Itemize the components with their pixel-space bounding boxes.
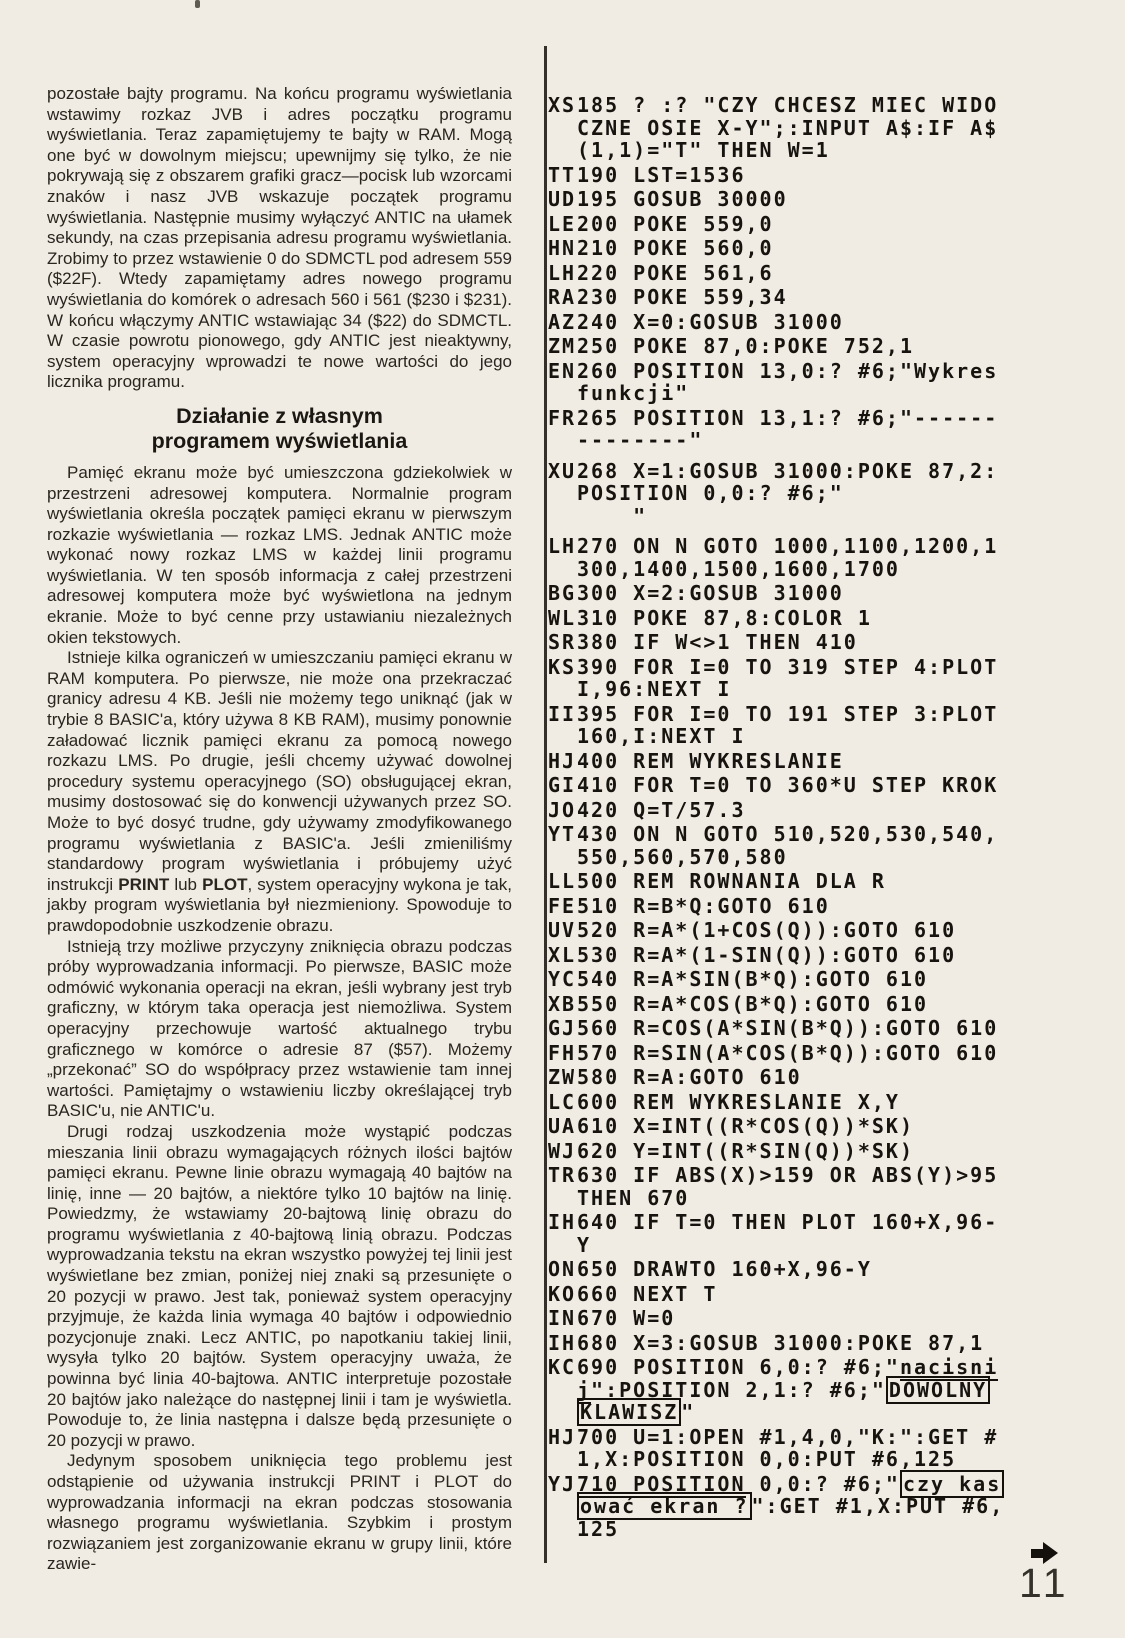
code-line: [577, 335, 1028, 358]
code-statement: [548, 993, 1028, 1016]
code-text: 395 FOR I=0 TO 191 STEP 3:PLOT: [577, 701, 999, 726]
checksum: YC: [548, 967, 577, 991]
code-statement: [548, 750, 1028, 773]
code-line: [577, 1017, 1028, 1040]
code-line: [577, 262, 1028, 285]
inverse-video-text: czy kas: [900, 1470, 1004, 1498]
checksum: ON: [548, 1257, 577, 1281]
code-line: [577, 607, 1028, 630]
code-line: [577, 846, 1028, 869]
code-statement: [548, 1091, 1028, 1114]
code-statement: [548, 94, 1028, 162]
paragraph: [47, 1122, 512, 1452]
code-statement: [548, 919, 1028, 942]
code-statement-body: [577, 656, 1028, 701]
code-statement: [548, 1017, 1028, 1040]
paragraph: [47, 937, 512, 1122]
code-text: ": [577, 503, 648, 528]
code-line: [577, 1332, 1028, 1355]
code-line: [577, 460, 1028, 483]
code-line: [577, 139, 1028, 162]
checksum: IN: [548, 1306, 577, 1330]
code-listing: [548, 92, 1028, 1540]
code-line: [577, 631, 1028, 654]
checksum: KO: [548, 1281, 577, 1306]
code-statement: [548, 1283, 1028, 1306]
checksum: XB: [548, 991, 577, 1016]
code-statement-body: [577, 1066, 1028, 1089]
checksum: FE: [548, 893, 577, 918]
code-statement-body: [577, 582, 1028, 605]
code-statement-body: [577, 631, 1028, 654]
code-statement-body: [577, 262, 1028, 285]
code-statement: [548, 968, 1028, 991]
code-statement-body: [577, 750, 1028, 773]
paragraph-text: Istnieją trzy możliwe przyczyny zniknięcia obrazu podczas próby wyprowadzania informacji. Po pierwsze, BASIC może odmówić wykonania operacji na ekran, jeśli wybrany jest tryb graficzny, w którym taka operacja jest niemożliwa. System operacyjny przechowuje wartość aktualnego trybu graficznego w komórce o adresie 87 ($57). Możemy „przekonać” SO do współpracy przez wstawienie tam innej wartości. Pamiętajmy o wstawieniu liczby określającej tryb BASIC'u, nie ANTIC'u.: [47, 936, 512, 1121]
code-statement: [548, 1356, 1028, 1424]
code-text: 500 REM ROWNANIA DLA R: [577, 869, 886, 893]
code-line: [577, 1258, 1028, 1281]
code-text: 550,560,570,580: [577, 844, 788, 869]
code-statement-body: [577, 1164, 1028, 1209]
paragraph-text: Jedynym sposobem uniknięcia tego problemu jest odstąpienie od używania instrukcji PRINT i PLOT do wyprowadzania informacji na ekran podczas stosowania własnego programu wyświetlania. Szybkim i prostym rozwiązaniem jest zorganizowanie ekranu w grupy linii, które zawie-: [47, 1451, 512, 1574]
code-line: [577, 1042, 1028, 1065]
code-text: ":POSITION 2,1:? #6;": [591, 1377, 886, 1402]
checksum: UD: [548, 187, 577, 211]
paragraph: [47, 84, 512, 393]
code-line: [577, 237, 1028, 260]
code-line: [577, 870, 1028, 893]
code-line: [577, 1518, 1028, 1541]
code-text: POSITION 0,0:? #6;": [577, 481, 844, 505]
code-line: [577, 895, 1028, 918]
checksum: HN: [548, 236, 577, 260]
code-statement: [548, 535, 1028, 580]
code-statement: [548, 1473, 1028, 1541]
code-text: 700 U=1:OPEN #1,4,0,"K:":GET #: [577, 1424, 999, 1449]
code-line: [577, 311, 1028, 334]
code-statement-body: [577, 1332, 1028, 1355]
checksum: BG: [548, 581, 577, 605]
code-statement-body: [577, 407, 1028, 452]
code-statement-body: [577, 535, 1028, 580]
code-text: 540 R=A*SIN(B*Q):GOTO 610: [577, 967, 929, 991]
article-column: [47, 84, 512, 1575]
code-statement: [548, 286, 1028, 309]
code-text: 268 X=1:GOSUB 31000:POKE 87,2:: [577, 458, 999, 483]
code-statement: [548, 1042, 1028, 1065]
code-text: 600 REM WYKRESLANIE X,Y: [577, 1089, 900, 1114]
checksum: LH: [548, 534, 577, 558]
code-statement: [548, 631, 1028, 654]
checksum: UV: [548, 918, 577, 942]
code-text: 510 R=B*Q:GOTO 610: [577, 893, 830, 918]
code-statement: [548, 607, 1028, 630]
code-statement: [548, 870, 1028, 893]
code-text: 620 Y=INT((R*SIN(Q))*SK): [577, 1138, 914, 1163]
code-statement-body: [577, 164, 1028, 187]
code-text: 400 REM WYKRESLANIE: [577, 748, 844, 773]
code-statement-body: [577, 1115, 1028, 1138]
code-line: [577, 382, 1028, 405]
checksum: II: [548, 701, 577, 726]
code-text: 420 Q=T/57.3: [577, 797, 746, 822]
code-text: 640 IF T=0 THEN PLOT 160+X,96-: [577, 1210, 999, 1234]
code-text: ":GET #1,X:PUT #6,: [751, 1494, 1005, 1518]
code-line: [577, 286, 1028, 309]
code-line: [577, 1234, 1028, 1257]
code-text: 300,1400,1500,1600,1700: [577, 556, 900, 581]
checksum: LH: [548, 260, 577, 285]
code-text: I,96:NEXT I: [577, 677, 732, 701]
inverse-video-text: KLAWISZ: [577, 1398, 681, 1426]
code-text: 580 R=A:GOTO 610: [577, 1065, 802, 1089]
code-statement: [548, 311, 1028, 334]
code-statement: [548, 703, 1028, 748]
code-statement-body: [577, 799, 1028, 822]
inverse-video-text: DOWOLNY: [886, 1376, 990, 1404]
code-statement-body: [577, 774, 1028, 797]
section-heading-line: programem wyświetlania: [151, 429, 408, 454]
code-statement-body: [577, 1091, 1028, 1114]
checksum: FR: [548, 405, 577, 430]
code-line: [577, 1426, 1028, 1449]
code-statement-body: [577, 895, 1028, 918]
checksum: RA: [548, 285, 577, 309]
checksum: SR: [548, 630, 577, 654]
code-line: [577, 1115, 1028, 1138]
checksum: YT: [548, 822, 577, 846]
code-statement-body: [577, 188, 1028, 211]
code-statement: [548, 1426, 1028, 1471]
code-line: [577, 360, 1028, 383]
code-text: 690 POSITION 6,0:? #6;": [577, 1355, 900, 1379]
code-line: [577, 582, 1028, 605]
code-text: 660 NEXT T: [577, 1281, 718, 1306]
code-line: [577, 213, 1028, 236]
code-statement: [548, 799, 1028, 822]
code-statement: [548, 407, 1028, 452]
code-line: [577, 750, 1028, 773]
checksum: UA: [548, 1114, 577, 1138]
code-statement-body: [577, 919, 1028, 942]
code-line: [577, 823, 1028, 846]
code-line: [577, 656, 1028, 679]
section-heading-line: Działanie z własnym: [176, 403, 383, 428]
code-text: (1,1)="T" THEN W=1: [577, 138, 830, 162]
checksum: XL: [548, 942, 577, 967]
code-text: THEN 670: [577, 1185, 690, 1210]
code-text: Y: [577, 1232, 592, 1257]
code-line: [577, 799, 1028, 822]
code-statement: [548, 360, 1028, 405]
code-line: [577, 944, 1028, 967]
checksum: KS: [548, 654, 577, 679]
paragraph-text: Pamięć ekranu może być umieszczona gdziekolwiek w przestrzeni adresowej komputera. Normalnie program wyświetlania określa początek pamięci ekranu w pierwszym rozkazie wyświetlania — rozkaz LMS. Jednak ANTIC może wykonać nowy rozkaz LMS w każdej linii programu wyświetlania. W ten sposób informacja z całej przestrzeni adresowej komputera może być wyświetlona na jednym ekranie. Może to być cenne przy ustawianiu niezależnych okien tekstowych.: [47, 462, 512, 647]
code-text: funkcji": [577, 381, 690, 405]
code-statement-body: [577, 1211, 1028, 1256]
underlined-text: j: [577, 1377, 592, 1402]
code-statement-body: [577, 1017, 1028, 1040]
code-text: 190 LST=1536: [577, 162, 746, 187]
code-statement-body: [577, 311, 1028, 334]
code-line: [577, 1187, 1028, 1210]
code-statement-body: [577, 944, 1028, 967]
checksum: KC: [548, 1355, 577, 1379]
code-statement-body: [577, 993, 1028, 1016]
checksum: XS: [548, 93, 577, 117]
code-line: [577, 164, 1028, 187]
code-text: 630 IF ABS(X)>159 OR ABS(Y)>95: [577, 1163, 999, 1187]
code-statement: [548, 335, 1028, 358]
code-statement: [548, 1164, 1028, 1209]
code-line: [577, 1211, 1028, 1234]
code-statement-body: [577, 1426, 1028, 1471]
code-statement-body: [577, 1307, 1028, 1330]
checksum: TR: [548, 1163, 577, 1187]
code-text: 560 R=COS(A*SIN(B*Q)):GOTO 610: [577, 1016, 999, 1040]
checksum: XU: [548, 458, 577, 483]
code-text: 300 X=2:GOSUB 31000: [577, 581, 844, 605]
code-line: [577, 1401, 1028, 1424]
page-number: 11: [1019, 1560, 1070, 1606]
code-statement-body: [577, 870, 1028, 893]
code-text: 220 POKE 561,6: [577, 260, 774, 285]
code-text: 390 FOR I=0 TO 319 STEP 4:PLOT: [577, 654, 999, 679]
underlined-text: nacisni: [899, 1355, 999, 1379]
paragraph-text: , system operacyjny wykona je tak, jakby program wyświetlania był niezmieniony. Spowoduje to prawdopodobnie uszkodzenie obrazu.: [47, 874, 512, 935]
code-text: 270 ON N GOTO 1000,1100,1200,1: [577, 534, 999, 558]
checksum: GI: [548, 773, 577, 797]
code-line: [577, 407, 1028, 430]
code-statement-body: [577, 1258, 1028, 1281]
code-statement: [548, 823, 1028, 868]
code-statement-body: [577, 607, 1028, 630]
code-text: 240 X=0:GOSUB 31000: [577, 309, 844, 334]
code-text: 1,X:POSITION 0,0:PUT #6,125: [577, 1447, 957, 1471]
code-statement-body: [577, 1356, 1028, 1424]
code-statement: [548, 895, 1028, 918]
checksum: GJ: [548, 1016, 577, 1040]
code-text: --------": [577, 428, 704, 452]
checksum: LL: [548, 869, 577, 893]
code-text: ": [681, 1400, 696, 1424]
code-statement: [548, 262, 1028, 285]
checksum: TT: [548, 162, 577, 187]
scan-speck: [195, 0, 200, 8]
checksum: EN: [548, 358, 577, 383]
code-line: [577, 1140, 1028, 1163]
code-line: [577, 1066, 1028, 1089]
code-text: 410 FOR T=0 TO 360*U STEP KROK: [577, 773, 999, 797]
code-statement: [548, 213, 1028, 236]
column-divider: [544, 46, 547, 1563]
checksum: AZ: [548, 309, 577, 334]
code-statement-body: [577, 360, 1028, 405]
checksum: JO: [548, 797, 577, 822]
code-text: 380 IF W<>1 THEN 410: [577, 630, 858, 654]
code-statement-body: [577, 1042, 1028, 1065]
code-line: [577, 1495, 1028, 1518]
code-line: [577, 1164, 1028, 1187]
code-text: 160,I:NEXT I: [577, 724, 746, 748]
code-line: [577, 725, 1028, 748]
code-statement: [548, 460, 1028, 528]
paragraph-text: pozostałe bajty programu. Na końcu programu wyświetlania wstawimy rozkaz JVB i adres początku programu wyświetlania. Teraz zapamiętujemy te bajty w RAM. Mogą one być w dowolnym miejscu; upewnijmy się tylko, że nie pokrywają się z obszarem grafiki gracz—pocisk lub wzorcami znaków i nasz JVB wskazuje początek programu wyświetlania. Następnie musimy wyłączyć ANTIC na ułamek sekundy, na czas przepisania adresu programu wyświetlania. Zrobimy to przez wstawienie 0 do SDMCTL pod adresem 559 ($22F). Wtedy zapamiętamy adres nowego programu wyświetlania do komórek o adresach 560 i 561 ($230 i $231). W końcu włączymy ANTIC wstawiając 34 ($22) do SDMCTL. W czasie powrotu pionowego, gdy ANTIC jest nieaktywny, system operacyjny wprowadzi te nowe wartości do jego licznika programu.: [47, 84, 512, 392]
code-text: 310 POKE 87,8:COLOR 1: [577, 605, 872, 630]
code-statement: [548, 1258, 1028, 1281]
checksum: WL: [548, 605, 577, 630]
code-statement: [548, 1115, 1028, 1138]
code-statement-body: [577, 1283, 1028, 1306]
code-statement: [548, 1307, 1028, 1330]
code-statement: [548, 1332, 1028, 1355]
checksum: ZM: [548, 334, 577, 358]
checksum: YJ: [548, 1471, 577, 1496]
arrow-tail: [1031, 1549, 1043, 1558]
paragraph-text: lub: [169, 874, 203, 894]
code-text: 250 POKE 87,0:POKE 752,1: [577, 334, 914, 358]
code-line: [577, 188, 1028, 211]
code-text: 0,0:? #6;": [745, 1471, 900, 1496]
code-statement: [548, 1211, 1028, 1256]
code-line: [577, 1283, 1028, 1306]
code-text: 265 POSITION 13,1:? #6;"------: [577, 405, 999, 430]
code-text: 185 ? :? "CZY CHCESZ MIEC WIDO: [577, 93, 999, 117]
code-text: 125: [577, 1516, 620, 1541]
code-statement-body: [577, 1140, 1028, 1163]
code-line: [577, 774, 1028, 797]
underlined-text: 710 POSITION: [577, 1471, 746, 1496]
code-statement: [548, 237, 1028, 260]
code-line: [577, 117, 1028, 140]
code-text: 610 X=INT((R*COS(Q))*SK): [577, 1114, 914, 1138]
keyword-bold: PRINT: [118, 874, 170, 894]
code-line: [577, 968, 1028, 991]
code-statement: [548, 944, 1028, 967]
code-line: [577, 429, 1028, 452]
code-text: 430 ON N GOTO 510,520,530,540,: [577, 822, 999, 846]
code-statement-body: [577, 1473, 1028, 1541]
code-statement: [548, 774, 1028, 797]
checksum: HJ: [548, 748, 577, 773]
code-statement: [548, 164, 1028, 187]
code-statement-body: [577, 237, 1028, 260]
code-text: 680 X=3:GOSUB 31000:POKE 87,1: [577, 1330, 985, 1355]
code-text: 210 POKE 560,0: [577, 236, 774, 260]
code-statement-body: [577, 94, 1028, 162]
code-line: [577, 535, 1028, 558]
inverse-video-text: ować ekran ?: [577, 1492, 752, 1520]
code-text: 195 GOSUB 30000: [577, 187, 788, 211]
checksum: ZW: [548, 1065, 577, 1089]
paragraph-text: Istnieje kilka ograniczeń w umieszczaniu pamięci ekranu w RAM komputera. Po pierwsze, nie może ona przekraczać granicy adresu 4 KB. Jeśli nie możemy tego uniknąć (jak w trybie 8 BASIC'a, który używa 8 KB RAM), musimy ponownie załadować licznik pamięci ekranu za pomocą nowego rozkazu LMS. Po drugie, jeśli chcemy używać dowolnej procedury systemu operacyjnego (SO) obsługującej ekran, musimy dostosować się do konwencji używanych przez SO. Może to być dosyć trudne, gdy używamy zmodyfikowanego programu wyświetlania z BASIC'a. Jeśli zmieniliśmy standardowy program wyświetlania i próbujemy użyć instrukcji: [47, 648, 512, 894]
code-text: 200 POKE 559,0: [577, 211, 774, 236]
code-statement: [548, 188, 1028, 211]
code-text: 670 W=0: [577, 1306, 676, 1330]
paragraph: [47, 463, 512, 648]
code-statement: [548, 1140, 1028, 1163]
code-text: 230 POKE 559,34: [577, 285, 788, 309]
code-text: CZNE OSIE X-Y";:INPUT A$:IF A$: [577, 115, 999, 140]
code-statement-body: [577, 460, 1028, 528]
code-statement-body: [577, 703, 1028, 748]
code-text: 650 DRAWTO 160+X,96-Y: [577, 1257, 872, 1281]
code-text: 530 R=A*(1-SIN(Q)):GOTO 610: [577, 942, 957, 967]
checksum: LE: [548, 211, 577, 236]
keyword-bold: PLOT: [202, 874, 248, 894]
code-statement-body: [577, 213, 1028, 236]
code-line: [577, 993, 1028, 1016]
checksum: LC: [548, 1089, 577, 1114]
code-statement-body: [577, 823, 1028, 868]
code-statement: [548, 1066, 1028, 1089]
code-line: [577, 1091, 1028, 1114]
code-statement: [548, 656, 1028, 701]
checksum: WJ: [548, 1138, 577, 1163]
paragraph-text: Drugi rodzaj uszkodzenia może wystąpić podczas mieszania linii obrazu wymagających różnych ilości bajtów pamięci ekranu. Pewne linie obrazu wymagają 40 bajtów na linię, inne — 20 bajtów, a niektóre tylko 10 bajtów na linię. Powiedzmy, że wstawiamy 20-bajtową linię obrazu do programu wyświetlania z 40-bajtową linią obrazu. Podczas wyprowadzania tekstu na ekran wszystko powyżej tej linii jest wyświetlane bez zmian, poniżej niej znaki są przesunięte o 20 pozycji w prawo. Jest tak, ponieważ system operacyjny przyjmuje, że każda linia wymaga 40 bajtów i odpowiednio pozycjonuje znaki. Lecz ANTIC, po napotkaniu takiej linii, wysyła tylko 20 bajtów. System operacyjny uważa, że powinna być linia 40-bajtowa. ANTIC interpretuje pozostałe 20 bajtów jako należące do następnej linii i tam je wyświetla. Powoduje to, że linia następna i dalsze będą przesunięte o 20 pozycji w prawo.: [47, 1121, 512, 1450]
code-line: [577, 482, 1028, 505]
checksum: HJ: [548, 1424, 577, 1449]
code-line: [577, 94, 1028, 117]
checksum: FH: [548, 1040, 577, 1065]
code-statement: [548, 582, 1028, 605]
code-statement-body: [577, 286, 1028, 309]
code-statement-body: [577, 335, 1028, 358]
code-text: 520 R=A*(1+COS(Q)):GOTO 610: [577, 918, 957, 942]
code-line: [577, 678, 1028, 701]
code-line: [577, 919, 1028, 942]
code-line: [577, 1448, 1028, 1471]
checksum: IH: [548, 1330, 577, 1355]
code-line: [577, 558, 1028, 581]
paragraph: [47, 648, 512, 936]
code-line: [577, 1307, 1028, 1330]
code-text: 550 R=A*COS(B*Q):GOTO 610: [577, 991, 929, 1016]
paragraph: [47, 1451, 512, 1575]
checksum: IH: [548, 1210, 577, 1234]
code-statement-body: [577, 968, 1028, 991]
code-text: 570 R=SIN(A*COS(B*Q)):GOTO 610: [577, 1040, 999, 1065]
section-heading: [47, 404, 512, 455]
code-text: 260 POSITION 13,0:? #6;"Wykres: [577, 358, 999, 383]
code-line: [577, 703, 1028, 726]
code-line: [577, 505, 1028, 528]
